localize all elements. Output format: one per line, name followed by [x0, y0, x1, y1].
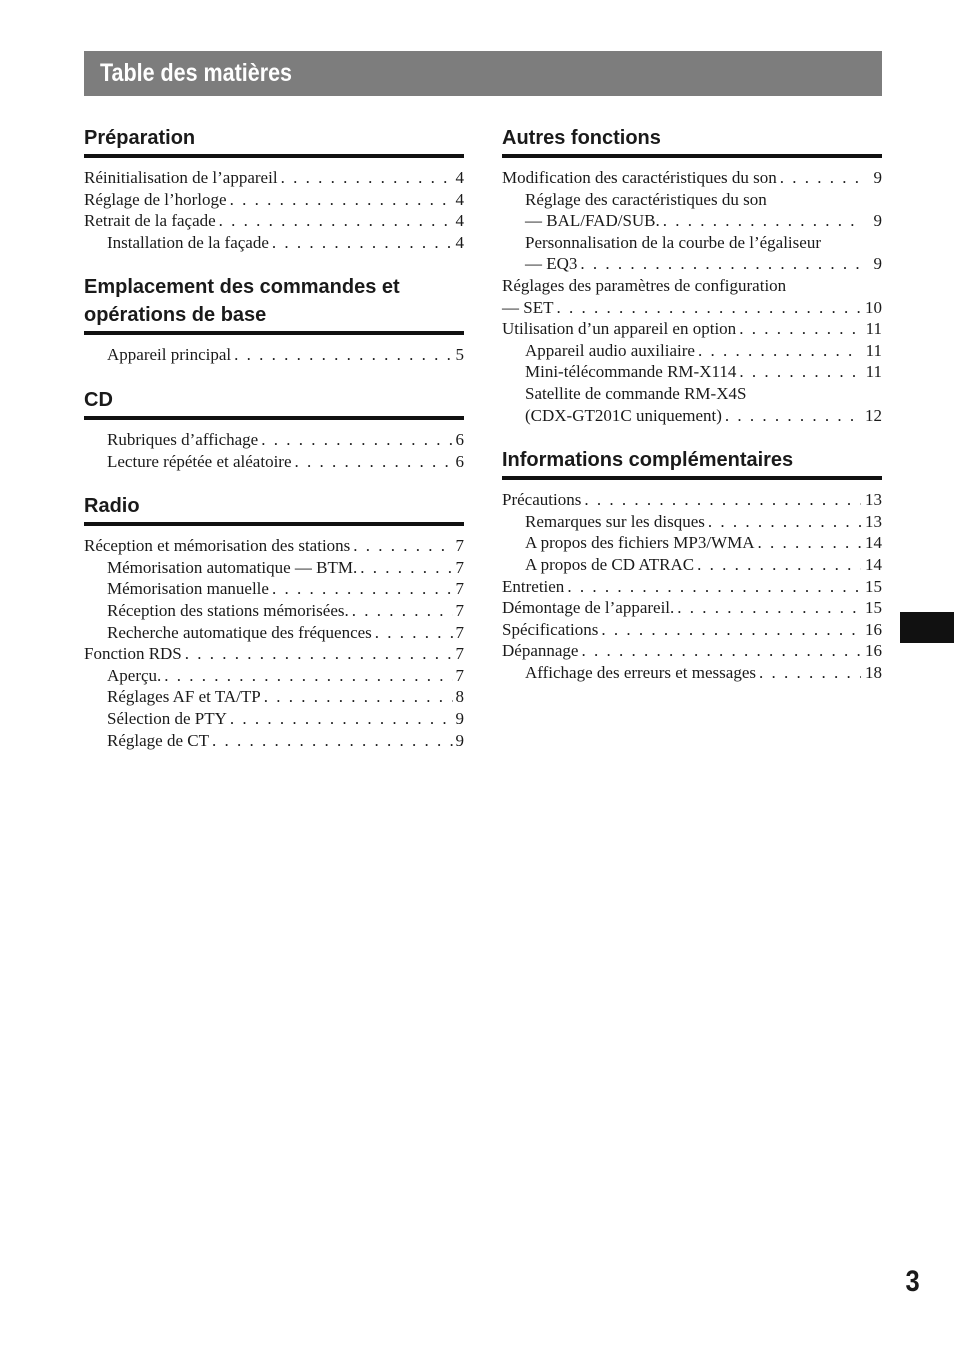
- section-title: Emplacement des commandes et opérations de base: [84, 273, 464, 335]
- dot-leader: [164, 665, 452, 687]
- dot-leader: [219, 210, 453, 232]
- toc-entry: [84, 451, 464, 473]
- toc-entry-page: 13: [865, 511, 882, 531]
- toc-entry-text: Réglages des paramètres de configuration: [502, 275, 787, 295]
- toc-entry-list: [84, 344, 464, 366]
- dot-leader: [295, 451, 453, 473]
- toc-entry-page: 7: [455, 579, 464, 599]
- toc-entry-page: 14: [865, 554, 882, 574]
- toc-entry-text: Retrait de la façade: [84, 211, 216, 231]
- toc-entry-text: Réinitialisation de l’appareil: [84, 168, 278, 187]
- toc-entry: [84, 167, 464, 189]
- toc-entry: [84, 708, 464, 730]
- toc-entry: [502, 253, 882, 275]
- toc-entry-list: [84, 429, 464, 472]
- toc-entry-text: (CDX-GT201C uniquement): [525, 405, 722, 425]
- toc-entry-page: 4: [455, 189, 464, 209]
- dot-leader: [230, 189, 453, 211]
- toc-entry: [84, 730, 464, 752]
- toc-entry-page: 7: [455, 622, 464, 642]
- toc-entry-text: — BAL/FAD/SUB.: [525, 211, 660, 231]
- toc-entry-text: Spécifications: [502, 619, 599, 639]
- toc-entry-text: Utilisation d’un appareil en option: [502, 319, 737, 339]
- toc-entry-page: 4: [455, 211, 464, 231]
- toc-section: [502, 446, 882, 683]
- toc-entry-text: Réception des stations mémorisées.: [107, 600, 349, 620]
- toc-entry-page: 4: [455, 168, 464, 187]
- toc-entry-text: A propos des fichiers MP3/WMA: [525, 533, 755, 553]
- toc-entry: [502, 597, 882, 619]
- toc-entry: [502, 619, 882, 641]
- toc-entry-page: 13: [865, 490, 882, 510]
- toc-entry: [84, 578, 464, 600]
- toc-entry-text: Réglage de l’horloge: [84, 189, 227, 209]
- toc-entry-text: Précautions: [502, 490, 582, 510]
- toc-entry-page: 4: [455, 232, 464, 252]
- toc-section: [84, 386, 464, 472]
- toc-column-right: [502, 124, 882, 703]
- toc-entry-page: 9: [455, 730, 464, 750]
- toc-entry-text: A propos de CD ATRAC: [525, 554, 695, 574]
- dot-leader: [677, 597, 861, 619]
- toc-entry-text: Lecture répétée et aléatoire: [107, 451, 292, 471]
- toc-entry-page: 7: [455, 600, 464, 620]
- toc-entry-text: Réglage de CT: [107, 730, 209, 750]
- toc-entry-page: 15: [865, 576, 882, 596]
- dot-leader: [584, 489, 861, 511]
- toc-entry-text: Modification des caractéristiques du son: [502, 168, 777, 187]
- toc-entry-text: Aperçu.: [107, 665, 162, 685]
- title-banner: [84, 51, 882, 96]
- toc-column-left: [84, 124, 464, 771]
- toc-entry: [84, 232, 464, 254]
- dot-leader: [567, 576, 861, 598]
- toc-entry-page: 7: [455, 644, 464, 664]
- dot-leader: [757, 532, 861, 554]
- toc-entry: [502, 662, 882, 684]
- toc-entry-page: 7: [455, 536, 464, 556]
- toc-entry: [502, 275, 882, 297]
- toc-entry-list: [502, 167, 882, 426]
- toc-entry-list: [84, 535, 464, 751]
- toc-entry: [502, 297, 882, 319]
- dot-leader: [281, 167, 453, 189]
- toc-entry: [84, 600, 464, 622]
- dot-leader: [272, 578, 453, 600]
- toc-entry: [502, 340, 882, 362]
- page-title: Table des matières: [100, 59, 293, 87]
- toc-section: [84, 273, 464, 366]
- dot-leader: [272, 232, 453, 254]
- toc-entry: [502, 361, 882, 383]
- toc-entry: [84, 210, 464, 232]
- dot-leader: [708, 511, 861, 533]
- toc-entry-text: Réglage des caractéristiques du son: [525, 189, 767, 209]
- toc-entry-page: 6: [455, 429, 464, 449]
- toc-entry-page: 16: [865, 641, 882, 661]
- toc-entry-text: Installation de la façade: [107, 232, 269, 252]
- toc-entry: [84, 643, 464, 665]
- toc-entry-text: Rubriques d’affichage: [107, 429, 259, 449]
- toc-entry-text: Fonction RDS: [84, 644, 182, 664]
- toc-entry: [84, 429, 464, 451]
- dot-leader: [261, 429, 452, 451]
- dot-leader: [739, 361, 861, 383]
- toc-entry: [502, 405, 882, 427]
- toc-entry: [502, 511, 882, 533]
- toc-entry: [84, 665, 464, 687]
- toc-entry-text: Réception et mémorisation des stations: [84, 536, 351, 556]
- toc-entry-text: Dépannage: [502, 641, 579, 661]
- toc-section: [84, 124, 464, 253]
- dot-leader: [580, 253, 861, 275]
- dot-leader: [780, 167, 861, 189]
- section-tab-marker: [900, 612, 954, 643]
- toc-entry-page: 6: [455, 451, 464, 471]
- toc-entry-text: Affichage des erreurs et messages: [525, 662, 756, 682]
- toc-entry-text: Personnalisation de la courbe de l’égaliseur: [525, 232, 821, 252]
- toc-entry-page: 8: [455, 687, 464, 707]
- toc-entry: [502, 489, 882, 511]
- toc-entry: [84, 535, 464, 557]
- dot-leader: [230, 708, 453, 730]
- dot-leader: [739, 318, 861, 340]
- dot-leader: [352, 600, 453, 622]
- toc-entry-text: Sélection de PTY: [107, 708, 227, 728]
- dot-leader: [264, 686, 453, 708]
- toc-entry: [502, 532, 882, 554]
- toc-entry-page: 15: [865, 598, 882, 618]
- toc-entry: [84, 344, 464, 366]
- toc-entry-text: Appareil principal: [107, 345, 232, 365]
- toc-entry-page: 11: [865, 340, 882, 360]
- toc-entry-page: 11: [865, 319, 882, 339]
- dot-leader: [185, 643, 453, 665]
- section-title: CD: [84, 386, 464, 420]
- toc-entry: [84, 557, 464, 579]
- toc-entry-page: 9: [873, 254, 882, 274]
- dot-leader: [697, 554, 861, 576]
- dot-leader: [759, 662, 861, 684]
- toc-entry-text: Mini-télécommande RM-X114: [525, 362, 737, 382]
- toc-entry-text: — SET: [502, 297, 554, 317]
- section-title: Autres fonctions: [502, 124, 882, 158]
- toc-entry-page: 12: [865, 405, 882, 425]
- toc-entry-text: Mémorisation automatique — BTM.: [107, 557, 358, 577]
- toc-entry: [502, 318, 882, 340]
- toc-entry-text: Démontage de l’appareil.: [502, 598, 675, 618]
- toc-entry-page: 7: [455, 557, 464, 577]
- toc-entry-page: 16: [865, 619, 882, 639]
- toc-entry-text: Appareil audio auxiliaire: [525, 340, 695, 360]
- toc-entry: [84, 622, 464, 644]
- toc-entry-page: 11: [865, 362, 882, 382]
- toc-entry: [502, 640, 882, 662]
- toc-entry: [502, 210, 882, 232]
- toc-entry: [502, 576, 882, 598]
- toc-entry: [502, 232, 882, 254]
- toc-entry-text: Recherche automatique des fréquences: [107, 622, 372, 642]
- toc-entry-text: Réglages AF et TA/TP: [107, 687, 261, 707]
- toc-entry-page: 10: [865, 297, 882, 317]
- toc-entry-page: 5: [455, 345, 464, 365]
- dot-leader: [375, 622, 453, 644]
- toc-entry-page: 7: [455, 665, 464, 685]
- toc-section: [84, 492, 464, 751]
- toc-entry-text: Entretien: [502, 576, 565, 596]
- toc-entry-text: — EQ3: [525, 254, 578, 274]
- toc-entry: [84, 686, 464, 708]
- dot-leader: [360, 557, 452, 579]
- toc-entry: [502, 189, 882, 211]
- dot-leader: [581, 640, 861, 662]
- toc-entry-page: 14: [865, 533, 882, 553]
- toc-entry-page: 9: [455, 708, 464, 728]
- dot-leader: [212, 730, 453, 752]
- toc-entry-text: Satellite de commande RM-X4S: [525, 383, 747, 403]
- section-title: Radio: [84, 492, 464, 526]
- toc-entry-list: [502, 489, 882, 683]
- toc-entry-text: Mémorisation manuelle: [107, 579, 269, 599]
- page-number: 3: [905, 1265, 920, 1298]
- toc-entry-page: 9: [873, 168, 882, 187]
- toc-entry: [502, 167, 882, 189]
- dot-leader: [353, 535, 452, 557]
- toc-entry: [502, 383, 882, 405]
- toc-entry-list: [84, 167, 464, 253]
- toc-entry-page: 18: [865, 662, 882, 682]
- section-title: Préparation: [84, 124, 464, 158]
- dot-leader: [601, 619, 861, 641]
- toc-entry: [502, 554, 882, 576]
- toc-entry-text: Remarques sur les disques: [525, 511, 705, 531]
- dot-leader: [663, 210, 861, 232]
- toc-entry-page: 9: [873, 211, 882, 231]
- section-title: Informations complémentaires: [502, 446, 882, 480]
- toc-section: [502, 124, 882, 426]
- dot-leader: [556, 297, 861, 319]
- dot-leader: [725, 405, 861, 427]
- dot-leader: [234, 344, 452, 366]
- dot-leader: [698, 340, 861, 362]
- toc-entry: [84, 189, 464, 211]
